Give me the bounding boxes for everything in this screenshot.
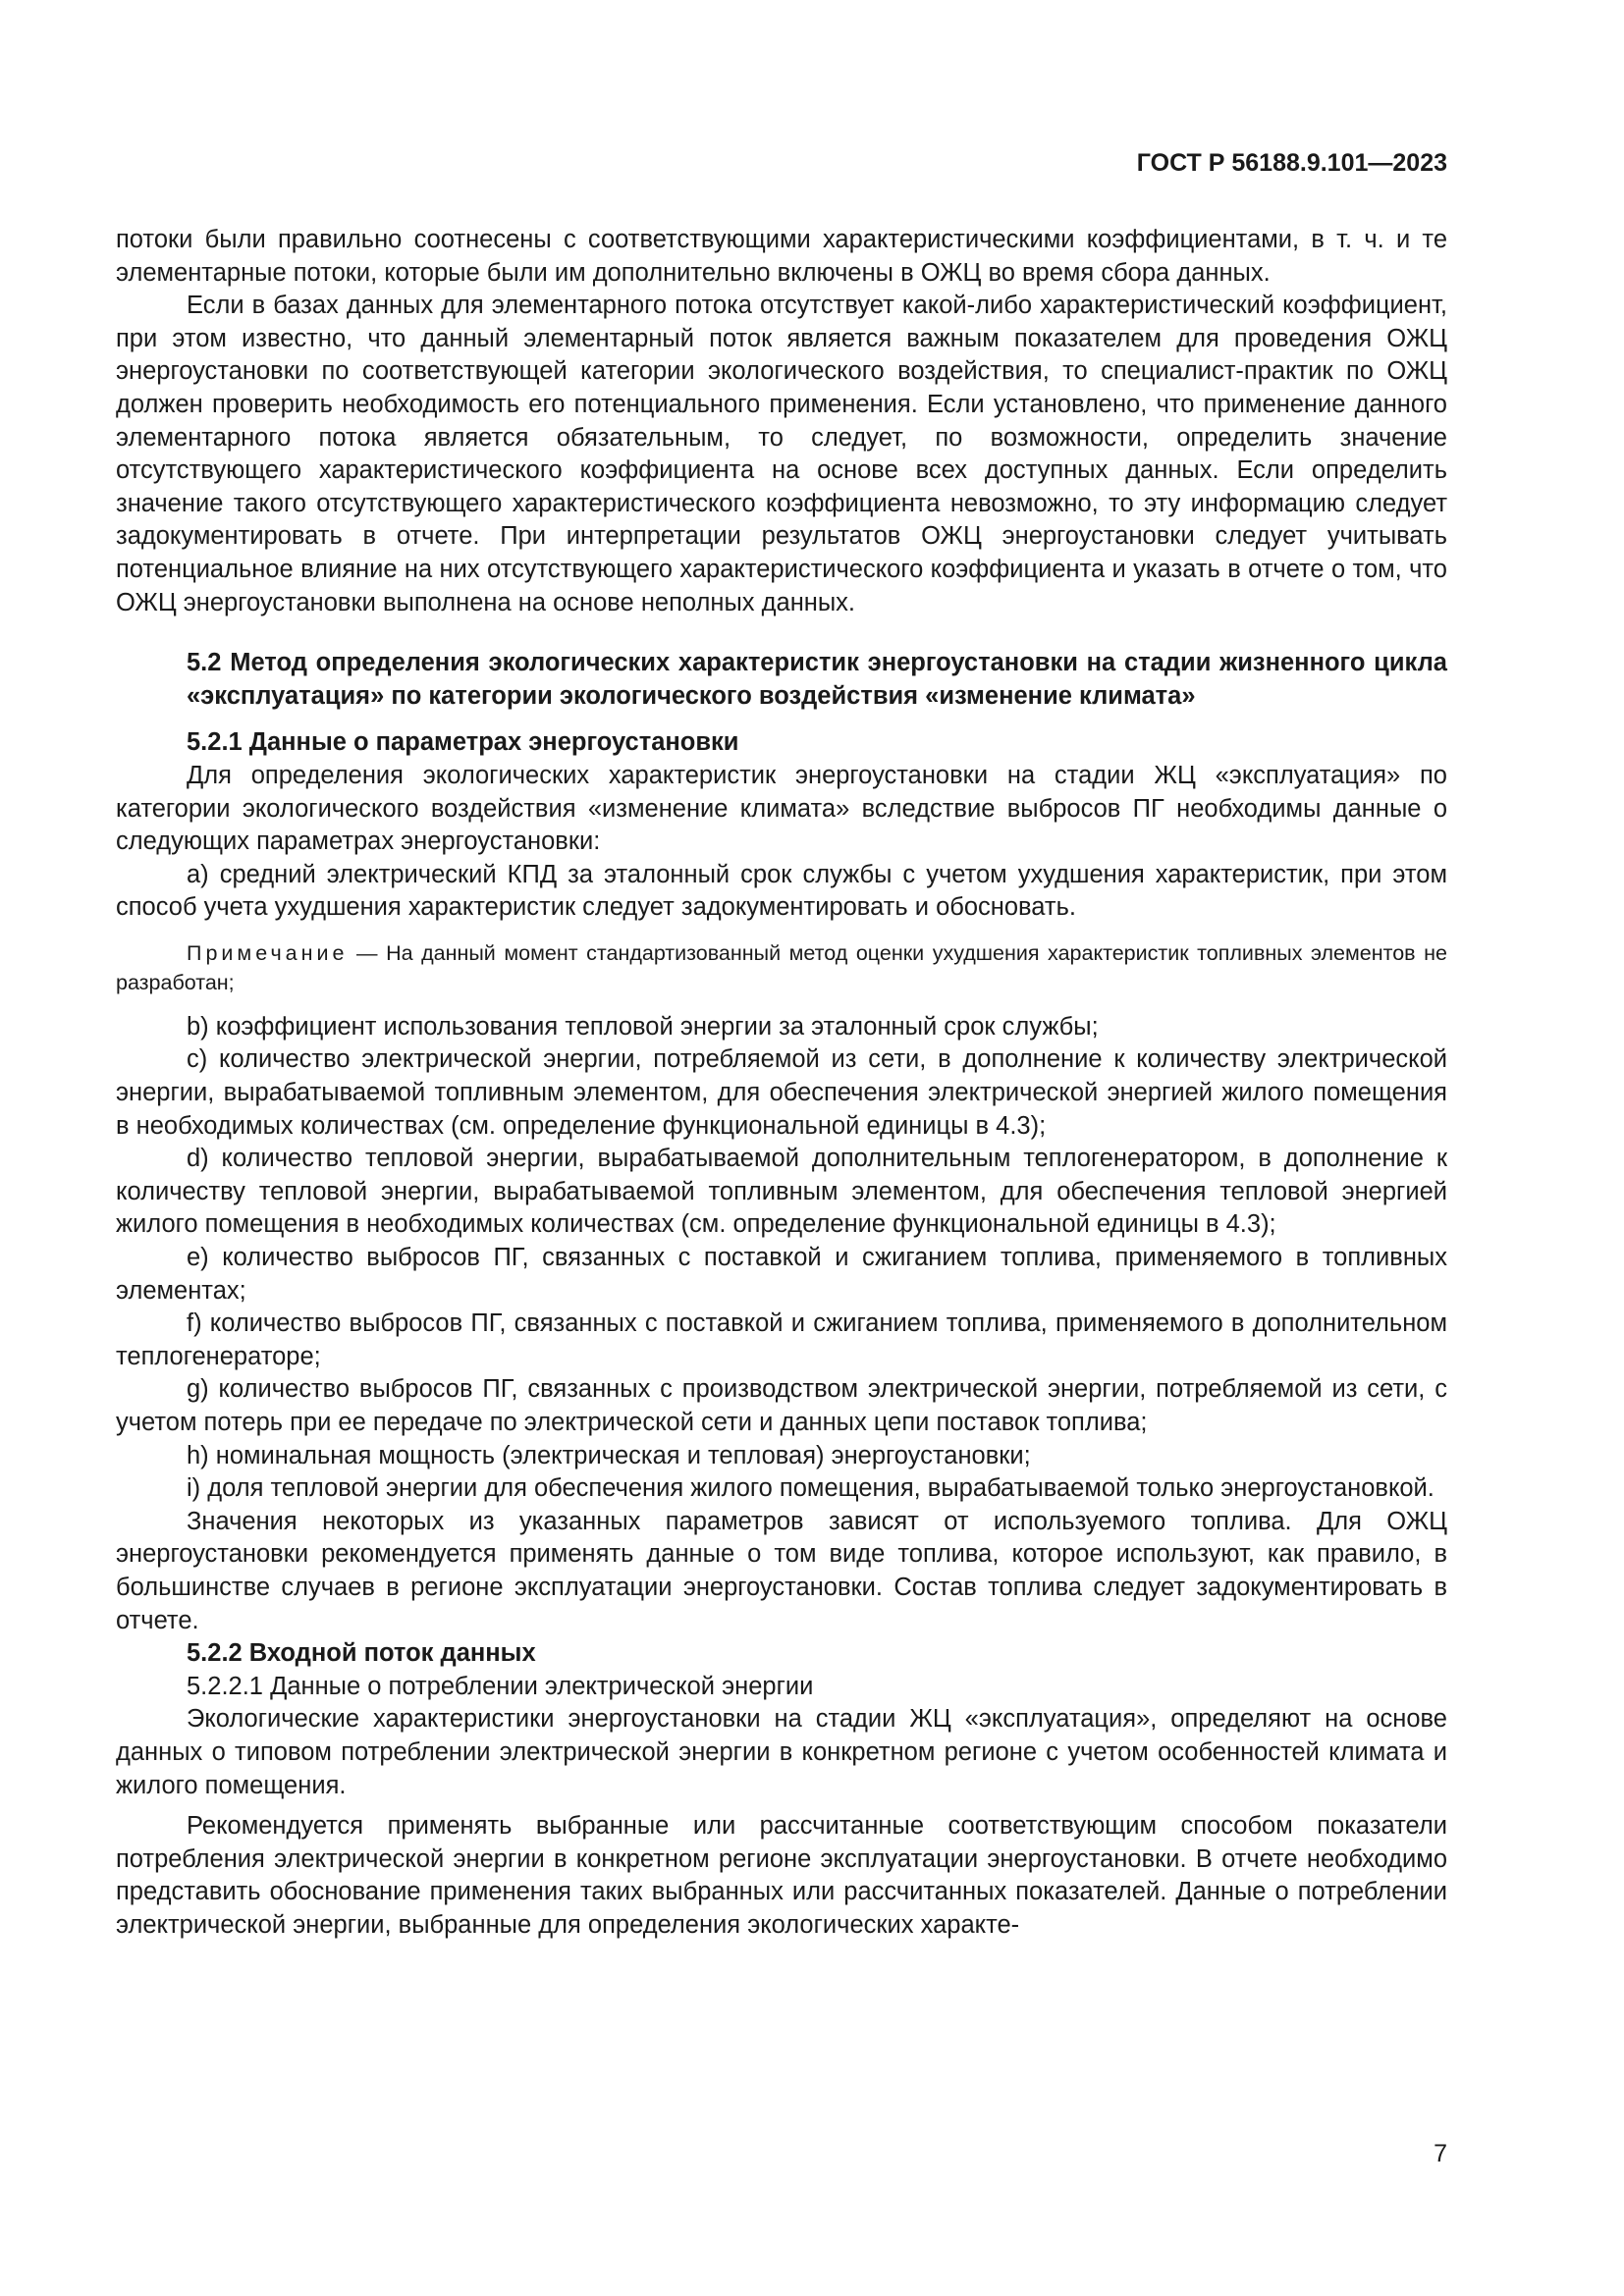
page-number: 7	[1434, 2140, 1447, 2167]
list-item-c: c) количество электрической энергии, потребляемой из сети, в дополнение к количеству электрической энергии, вырабатываемой топливным элементом, для обеспечения электрической энергией жилого помещения в необходимых количествах (см. определение функциональной единицы в 4.3);	[116, 1045, 1447, 1140]
list-item-h: h) номинальная мощность (электрическая и тепловая) энергоустановки;	[187, 1441, 1031, 1469]
list-item-a: a) средний электрический КПД за эталонный срок службы с учетом ухудшения характеристик, при этом способ учета ухудшения характеристик следует задокументировать и обосновать.	[116, 860, 1447, 922]
document-code: ГОСТ Р 56188.9.101—2023	[1136, 149, 1447, 177]
subsection-heading-5-2-2-1: 5.2.2.1 Данные о потреблении электрической энергии	[187, 1672, 814, 1700]
list-item-i: i) доля тепловой энергии для обеспечения жилого помещения, вырабатываемой только энергоустановкой.	[187, 1474, 1435, 1503]
page-content	[116, 224, 1447, 1943]
list-item-e: e) количество выбросов ПГ, связанных с поставкой и сжиганием топлива, применяемого в топливных элементах;	[116, 1244, 1447, 1305]
list-item-g: g) количество выбросов ПГ, связанных с производством электрической энергии, потребляемой из сети, с учетом потерь при ее передаче по электрической сети и данных цепи поставок топлива;	[116, 1375, 1447, 1436]
section-heading-5-2: 5.2 Метод определения экологических характеристик энергоустановки на стадии жизненного цикла «эксплуатация» по категории экологического воздействия «изменение климата»	[187, 649, 1447, 710]
paragraph: Экологические характеристики энергоустановки на стадии ЖЦ «эксплуатация», определяют на основе данных о типовом потреблении электрической энергии в конкретном регионе с учетом особенностей климата и жилого помещения.	[116, 1705, 1447, 1799]
note-text: — На данный момент стандартизованный метод оценки ухудшения характеристик топливных элементов не разработан;	[116, 940, 1447, 994]
list-item-f: f) количество выбросов ПГ, связанных с поставкой и сжиганием топлива, применяемого в дополнительном теплогенераторе;	[116, 1309, 1447, 1370]
paragraph: Значения некоторых из указанных параметров зависят от используемого топлива. Для ОЖЦ энергоустановки рекомендуется применять данные о том виде топлива, которое используют, как правило, в большинстве случаев в регионе эксплуатации энергоустановки. Состав топлива следует задокументировать в отчете.	[116, 1507, 1447, 1634]
section-heading-5-2-2: 5.2.2 Входной поток данных	[187, 1639, 536, 1668]
note-label: Примечание	[187, 940, 349, 965]
paragraph: Рекомендуется применять выбранные или рассчитанные соответствующим способом показатели потребления электрической энергии в конкретном регионе эксплуатации энергоустановки. В отчете необходимо представить обоснование применения таких выбранных или рассчитанных показателей. Данные о потреблении электрической энергии, выбранные для определения экологических характе-	[116, 1812, 1447, 1939]
list-item-d: d) количество тепловой энергии, вырабатываемой дополнительным теплогенератором, в дополнение к количеству тепловой энергии, вырабатываемой топливным элементом, для обеспечения тепловой энергией жилого помещения в необходимых количествах (см. определение функциональной единицы в 4.3);	[116, 1145, 1447, 1239]
list-item-b: b) коэффициент использования тепловой энергии за эталонный срок службы;	[187, 1012, 1099, 1041]
note	[116, 938, 1447, 997]
section-heading-5-2-1: 5.2.1 Данные о параметрах энергоустановки	[187, 728, 739, 757]
paragraph: потоки были правильно соотнесены с соответствующими характеристическими коэффициентами, в т. ч. и те элементарные потоки, которые были им дополнительно включены в ОЖЦ во время сбора данных.	[116, 226, 1447, 287]
paragraph: Если в базах данных для элементарного потока отсутствует какой-либо характеристический коэффициент, при этом известно, что данный элементарный поток является важным показателем для проведения ОЖЦ энергоустановки по соответствующей категории экологического воздействия, то специалист-практик по ОЖЦ должен проверить необходимость его потенциального применения. Если установлено, что применение данного элементарного потока является обязательным, то следует, по возможности, определить значение отсутствующего характеристического коэффициента на основе всех доступных данных. Если определить значение такого отсутствующего характеристического коэффициента невозможно, то эту информацию следует задокументировать в отчете. При интерпретации результатов ОЖЦ энергоустановки следует учитывать потенциальное влияние на них отсутствующего характеристического коэффициента и указать в отчете о том, что ОЖЦ энергоустановки выполнена на основе неполных данных.	[116, 292, 1447, 616]
paragraph: Для определения экологических характеристик энергоустановки на стадии ЖЦ «эксплуатация» по категории экологического воздействия «изменение климата» вследствие выбросов ПГ необходимы данные о следующих параметрах энергоустановки:	[116, 761, 1447, 856]
